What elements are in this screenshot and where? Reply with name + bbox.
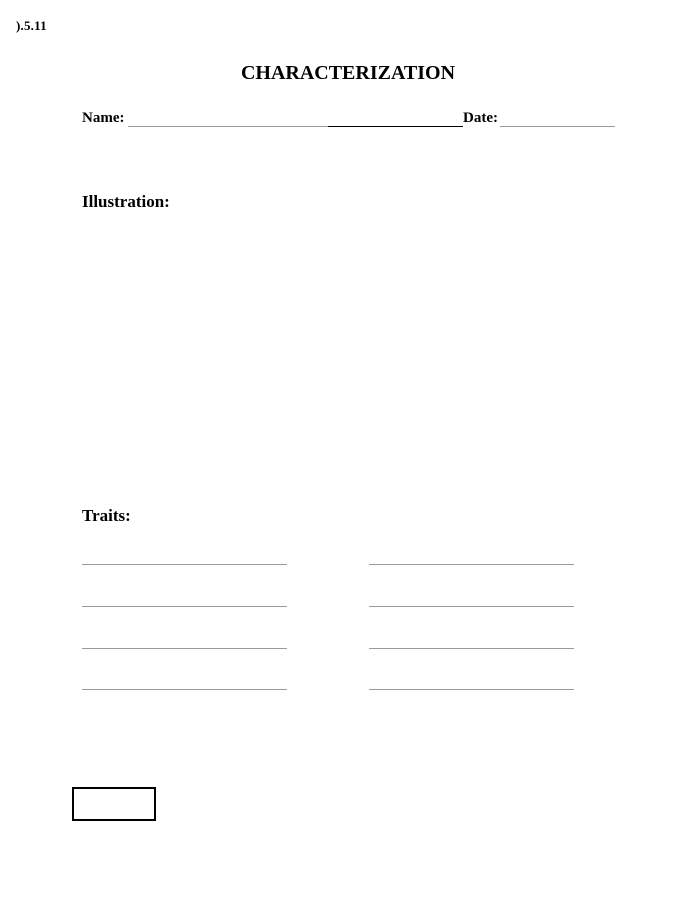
date-field-line[interactable] xyxy=(500,126,615,127)
trait-line[interactable] xyxy=(82,689,287,690)
page-id: ).5.11 xyxy=(16,18,47,33)
name-field-line[interactable] xyxy=(128,126,328,127)
trait-line[interactable] xyxy=(369,564,574,565)
illustration-label: Illustration: xyxy=(82,192,170,211)
trait-line[interactable] xyxy=(369,606,574,607)
name-label: Name: xyxy=(82,110,125,126)
traits-label: Traits: xyxy=(82,506,131,525)
page-title: CHARACTERIZATION xyxy=(240,62,456,84)
trait-line[interactable] xyxy=(369,648,574,649)
corner-box xyxy=(72,787,156,821)
trait-line[interactable] xyxy=(82,606,287,607)
name-field-line-dark[interactable] xyxy=(328,126,463,127)
illustration-area[interactable] xyxy=(82,220,614,490)
date-label: Date: xyxy=(463,110,498,126)
trait-line[interactable] xyxy=(82,564,287,565)
trait-line[interactable] xyxy=(369,689,574,690)
trait-line[interactable] xyxy=(82,648,287,649)
